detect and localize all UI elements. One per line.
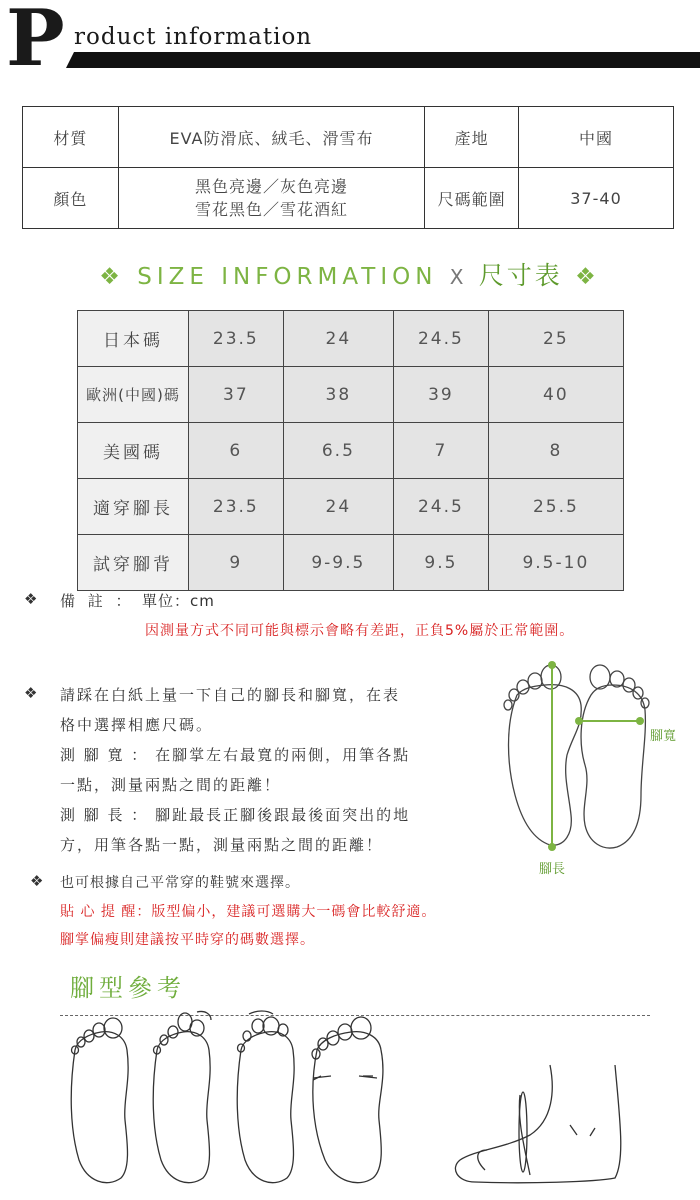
table-row	[78, 423, 624, 479]
size-heading-en: SIZE INFORMATION	[137, 264, 438, 290]
product-info-table	[22, 106, 674, 229]
table-cell: 7	[394, 423, 489, 479]
size-information-heading	[0, 256, 700, 292]
table-cell: 23.5	[189, 479, 284, 535]
table-cell: 38	[283, 367, 393, 423]
size-range-label: 尺碼範圍	[425, 168, 519, 229]
tips-reminder: 貼 心 提 醒：版型偏小，建議可選購大一碼會比較舒適。	[60, 904, 437, 920]
table-cell: 25	[488, 311, 623, 367]
measure-line: 請踩在白紙上量一下自己的腳長和腳寬，在表	[60, 686, 401, 704]
table-row	[78, 535, 624, 591]
size-table	[77, 310, 624, 591]
table-cell: 23.5	[189, 311, 284, 367]
row-header-instep: 試穿腳背	[78, 535, 189, 591]
origin-label: 產地	[425, 107, 519, 168]
foot-length-label: 腳長	[539, 862, 566, 877]
table-cell: 9.5-10	[488, 535, 623, 591]
table-cell: 24	[283, 479, 393, 535]
diamond-icon: ❖	[30, 872, 44, 890]
foot-width-label: 腳寬	[650, 729, 677, 744]
diamond-icon: ❖	[24, 590, 38, 608]
table-cell: 9-9.5	[283, 535, 393, 591]
measure-line: 格中選擇相應尺碼。	[60, 716, 214, 734]
header-title: roduct information	[74, 24, 313, 50]
origin-value: 中國	[519, 107, 674, 168]
row-header-foot-length: 適穿腳長	[78, 479, 189, 535]
color-value-line: 雪花黑色／雪花酒紅	[194, 200, 348, 219]
diamond-icon: ❖	[24, 684, 38, 702]
table-cell: 6.5	[283, 423, 393, 479]
table-cell: 24.5	[394, 479, 489, 535]
foot-icon	[71, 1018, 128, 1183]
foot-types-illustration	[55, 1010, 655, 1195]
foot-types-heading: 腳型參考	[70, 974, 186, 1002]
size-heading-zh: 尺寸表	[478, 261, 563, 290]
color-value-line: 黑色亮邊／灰色亮邊	[194, 177, 348, 196]
header-big-letter: P	[6, 0, 65, 84]
header-bar	[66, 52, 700, 68]
remark-note: 因測量方式不同可能與標示會略有差距，正負5%屬於正常範圍。	[145, 623, 575, 639]
table-row	[78, 479, 624, 535]
row-header-us: 美國碼	[78, 423, 189, 479]
table-cell: 37	[189, 367, 284, 423]
measure-line: 一點，測量兩點之間的距離！	[60, 776, 282, 794]
table-cell: 24.5	[394, 311, 489, 367]
size-heading-x: X	[449, 265, 467, 289]
foot-icon	[312, 1017, 383, 1183]
table-row	[23, 168, 674, 229]
measure-line: 測 腳 寬 ： 在腳掌左右最寬的兩側，用筆各點	[60, 746, 411, 764]
row-header-eu: 歐洲(中國)碼	[78, 367, 189, 423]
tips-line: 也可根據自己平常穿的鞋號來選擇。	[60, 875, 300, 891]
table-cell: 24	[283, 311, 393, 367]
size-range-value: 37-40	[519, 168, 674, 229]
measure-line: 測 腳 長 ： 腳趾最長正腳後跟最後面突出的地	[60, 806, 411, 824]
table-cell: 6	[189, 423, 284, 479]
material-label: 材質	[23, 107, 119, 168]
table-cell: 8	[488, 423, 623, 479]
tips-line: 腳掌偏瘦則建議按平時穿的碼數選擇。	[60, 932, 315, 948]
remark-label: 備 註 ：	[60, 592, 135, 610]
table-row	[78, 311, 624, 367]
color-label: 顏色	[23, 168, 119, 229]
table-cell: 9.5	[394, 535, 489, 591]
table-cell: 9	[189, 535, 284, 591]
diamond-icon: ❖	[99, 264, 125, 290]
foot-side-icon	[455, 1065, 620, 1183]
row-header-jp: 日本碼	[78, 311, 189, 367]
foot-measure-illustration	[495, 655, 700, 875]
measure-line: 方，用筆各點一點，測量兩點之間的距離！	[60, 836, 384, 854]
foot-icon	[153, 1011, 211, 1182]
table-cell: 40	[488, 367, 623, 423]
foot-icon	[237, 1011, 294, 1183]
color-value	[118, 168, 425, 229]
table-cell: 25.5	[488, 479, 623, 535]
diamond-icon: ❖	[575, 264, 601, 290]
material-value: EVA防滑底、絨毛、滑雪布	[118, 107, 425, 168]
table-row	[78, 367, 624, 423]
table-cell: 39	[394, 367, 489, 423]
table-row	[23, 107, 674, 168]
remark-unit: 單位：cm	[142, 592, 215, 610]
